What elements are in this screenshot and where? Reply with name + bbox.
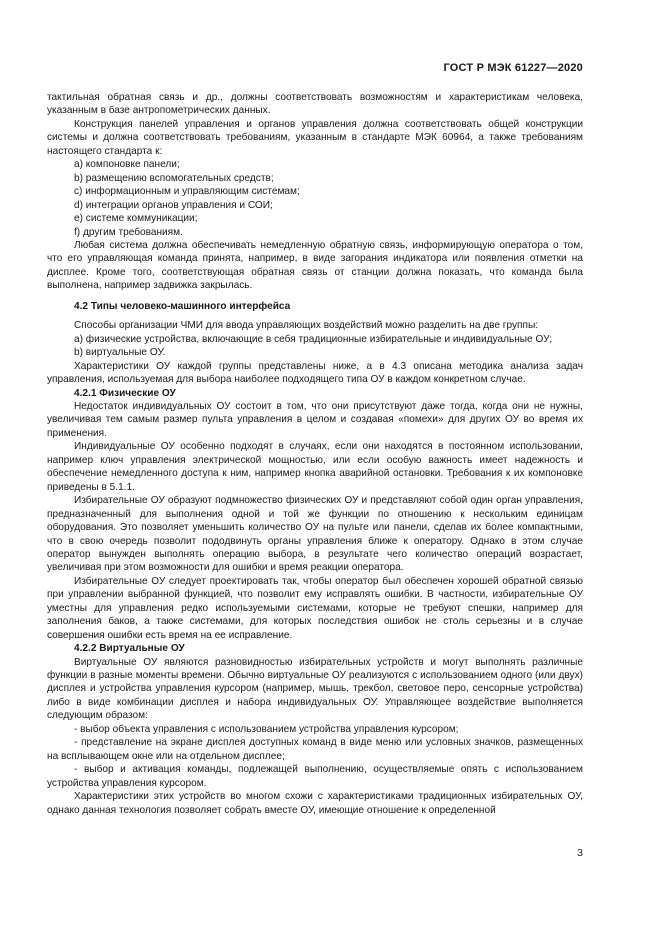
list-item: e) системе коммуникации; — [74, 213, 198, 225]
list-item: - представление на экране дисплея доступных команд в виде меню или условных значков, размещенных на всплывающем окне или на отдельном дисплее; — [47, 737, 583, 762]
paragraph: тактильная обратная связь и др., должны соответствовать возможностям и характеристикам человека, указанным в базе антропометрических данных. — [47, 92, 583, 117]
list-item: - выбор объекта управления с использованием устройства управления курсором; — [74, 723, 459, 735]
list-item: b) размещению вспомогательных средств; — [74, 172, 274, 184]
subsection-heading: 4.2.2 Виртуальные ОУ — [74, 643, 185, 655]
page-number: 3 — [577, 847, 583, 859]
list-item: a) компоновке панели; — [74, 159, 180, 171]
document-body — [47, 91, 583, 817]
subsection-heading: 4.2.1 Физические ОУ — [74, 387, 176, 399]
paragraph: Избирательные ОУ образуют подмножество физических ОУ и представляют собой один орган управления, предназначенный для выполнения одной и той же функции по отношению к нескольким единицам оборудования. Это позволяет уменьшить количество ОУ на пульте или панели, сделав их более компактными, что в свою очередь позволит пододвинуть органы управления ближе к оператору. Однако в этом случае оператор вынужден выполнять операцию выбора, в результате чего количество операций возрастает, увеличивая при этом возможности для ошибки и время реакции оператора. — [47, 495, 583, 574]
paragraph: Конструкция панелей управления и органов управления должна соответствовать общей конструкции системы и должна соответствовать требованиям, указанным в стандарте МЭК 60964, а также требованиям настоящего стандарта к: — [47, 118, 583, 157]
list-item: a) физические устройства, включающие в себя традиционные избирательные и индивидуальные ОУ; — [74, 333, 553, 345]
paragraph: Характеристики ОУ каждой группы представлены ниже, а в 4.3 описана методика анализа задач управления, используемая для выбора наиболее подходящего типа ОУ в каждом конкретном случае. — [47, 360, 583, 386]
list-item: b) виртуальные ОУ. — [74, 347, 166, 359]
paragraph: Любая система должна обеспечивать немедленную обратную связь, информирующую оператора о том, что его управляющая команда принята, например, в виде загорания индикатора или появления отметки на дисплее. Кроме того, соответствующая обратная связь от станции должна показать, что команда была выполнена, например задвижка закрылась. — [47, 239, 583, 292]
paragraph: Недостаток индивидуальных ОУ состоит в том, что они присутствуют даже тогда, когда они не нужны, увеличивая тем самым размер пульта управления в целом и создавая «помехи» для других ОУ во время их применения. — [47, 400, 583, 439]
paragraph: Виртуальные ОУ являются разновидностью избирательных устройств и могут выполнять различные функции в разные моменты времени. Обычно виртуальные ОУ реализуются с использованием одного (или двух) дисплея и устройства управления курсором (например, мышь, трекбол, световое перо, сенсорные устройства) либо в виде комбинации дисплея и набора индивидуальных ОУ. Управляющее воздействие выполняется следующим образом: — [47, 656, 583, 722]
paragraph: Избирательные ОУ следует проектировать так, чтобы оператор был обеспечен хорошей обратной связью при управлении выбранной функцией, что позволит ему исправлять ошибки. В частности, избирательные ОУ уместны для управления редко используемыми системами, которые не требуют спешки, например для заполнения баков, а также системами, для которых последствия ошибок не столь серьезны и в случае совершения ошибки есть время на ее исправление. — [47, 575, 583, 641]
section-heading: 4.2 Типы человеко-машинного интерфейса — [74, 300, 291, 312]
standard-designation: ГОСТ Р МЭК 61227—2020 — [443, 62, 583, 74]
paragraph: Характеристики этих устройств во многом схожи с характеристиками традиционных избирательных ОУ, однако данная технология позволяет собрать вместе ОУ, имеющие отношение к определенной — [47, 791, 583, 816]
paragraph: Индивидуальные ОУ особенно подходят в случаях, если они находятся в постоянном использовании, например ключ управления электрической мощностью, или если особую важность имеет надежность и обеспечение немедленного доступа к ним, например кнопка аварийной остановки. Требования к их компоновке приведены в 5.1.1. — [47, 441, 583, 493]
list-item: f) другим требованиям. — [74, 226, 183, 238]
list-item: d) интеграции органов управления и СОИ; — [74, 199, 273, 211]
list-item: c) информационным и управляющим системам; — [74, 186, 300, 198]
paragraph: Способы организации ЧМИ для ввода управляющих воздействий можно разделить на две группы: — [74, 320, 539, 332]
list-item: - выбор и активация команды, подлежащей выполнению, осуществляемые опять с использованием устройства управления курсором. — [47, 764, 583, 789]
